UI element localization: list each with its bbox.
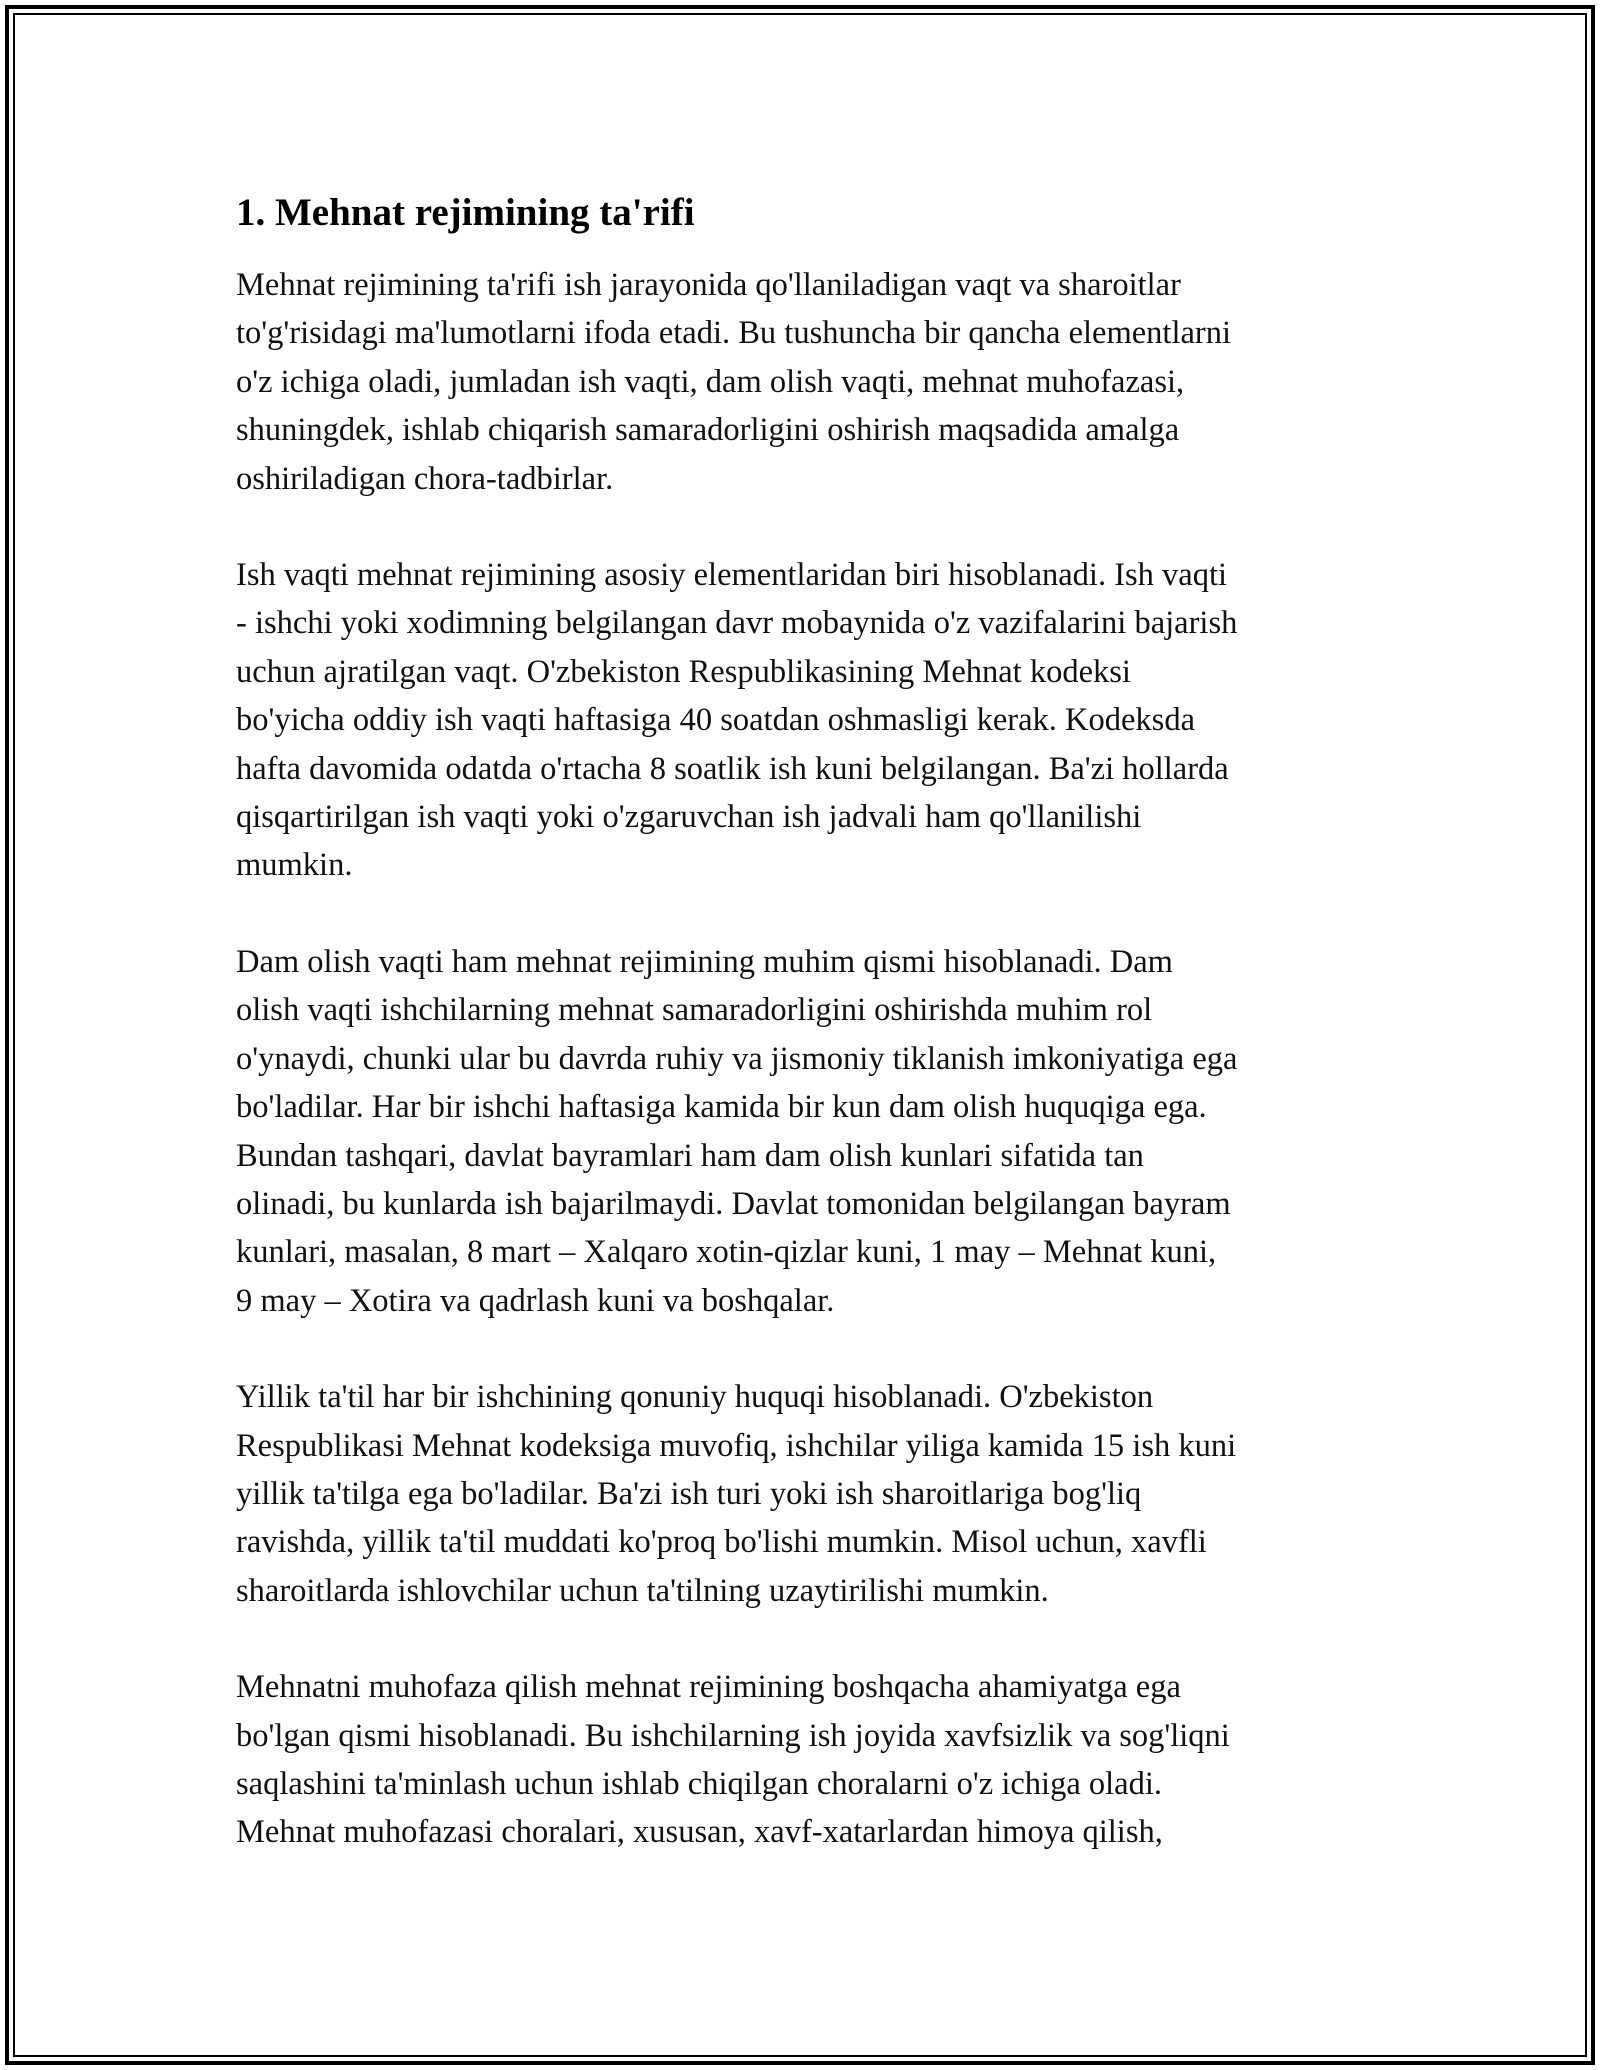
text-line: Yillik ta'til har bir ishchining qonuniy huquqi hisoblanadi. O'zbekiston <box>236 1379 1154 1416</box>
text-line: Mehnat rejimining ta'rifi ish jarayonida qo'llaniladigan vaqt va sharoitlar <box>236 267 1181 303</box>
text-line: hafta davomida odatda o'rtacha 8 soatlik ish kuni belgilangan. Ba'zi hollarda <box>236 750 1229 787</box>
paragraph-working-time <box>236 551 1376 890</box>
text-line: yillik ta'tilga ega bo'ladilar. Ba'zi ish turi yoki ish sharoitlariga bog'liq <box>236 1475 1142 1512</box>
text-line: kunlari, masalan, 8 mart – Xalqaro xotin-qizlar kuni, 1 may – Mehnat kuni, <box>236 1234 1217 1271</box>
text-line: mumkin. <box>236 847 353 884</box>
text-line: bo'ladilar. Har bir ishchi haftasiga kamida bir kun dam olish huquqiga ega. <box>236 1089 1207 1126</box>
text-line: sharoitlarda ishlovchilar uchun ta'tilning uzaytirilishi mumkin. <box>236 1572 1049 1609</box>
text-line: bo'yicha oddiy ish vaqti haftasiga 40 soatdan oshmasligi kerak. Kodeksda <box>236 702 1195 739</box>
text-line: olinadi, bu kunlarda ish bajarilmaydi. Davlat tomonidan belgilangan bayram <box>236 1185 1231 1222</box>
text-line: olish vaqti ishchilarning mehnat samaradorligini oshirishda muhim rol <box>236 992 1153 1029</box>
text-line: ravishda, yillik ta'til muddati ko'proq bo'lishi mumkin. Misol uchun, xavfli <box>236 1524 1207 1561</box>
text-line: uchun ajratilgan vaqt. O'zbekiston Respublikasining Mehnat kodeksi <box>236 653 1131 690</box>
text-line: Bundan tashqari, davlat bayramlari ham dam olish kunlari sifatida tan <box>236 1137 1144 1174</box>
text-line: Dam olish vaqti ham mehnat rejimining muhim qismi hisoblanadi. Dam <box>236 943 1173 980</box>
paragraph-definition <box>236 261 1376 503</box>
text-line: to'g'risidagi ma'lumotlarni ifoda etadi. Bu tushuncha bir qancha elementlarni <box>236 315 1231 352</box>
text-line: Respublikasi Mehnat kodeksiga muvofiq, ishchilar yiliga kamida 15 ish kuni <box>236 1427 1237 1464</box>
text-line: bo'lgan qismi hisoblanadi. Bu ishchilarning ish joyida xavfsizlik va sog'liqni <box>236 1717 1230 1754</box>
paragraph-annual-leave <box>236 1373 1376 1615</box>
text-line: o'ynaydi, chunki ular bu davrda ruhiy va jismoniy tiklanish imkoniyatiga ega <box>236 1040 1238 1077</box>
text-line: shuningdek, ishlab chiqarish samaradorligini oshirish maqsadida amalga <box>236 412 1180 449</box>
text-line: o'z ichiga oladi, jumladan ish vaqti, dam olish vaqti, mehnat muhofazasi, <box>236 363 1185 400</box>
text-line: 9 may – Xotira va qadrlash kuni va boshqalar. <box>236 1282 835 1319</box>
document-body <box>236 185 1376 1905</box>
text-line: Mehnatni muhofaza qilish mehnat rejimining boshqacha ahamiyatga ega <box>236 1669 1181 1706</box>
text-line: oshiriladigan chora-tadbirlar. <box>236 460 614 497</box>
text-line: saqlashini ta'minlash uchun ishlab chiqilgan choralarni o'z ichiga oladi. <box>236 1765 1162 1802</box>
section-heading: 1. Mehnat rejimining ta'rifi <box>236 191 695 234</box>
text-line: qisqartirilgan ish vaqti yoki o'zgaruvchan ish jadvali ham qo'llanilishi <box>236 799 1142 836</box>
text-line: Ish vaqti mehnat rejimining asosiy elementlaridan biri hisoblanadi. Ish vaqti <box>236 557 1228 594</box>
paragraph-rest-time <box>236 938 1376 1325</box>
text-line: Mehnat muhofazasi choralari, xususan, xavf-xatarlardan himoya qilish, <box>236 1814 1163 1851</box>
text-line: - ishchi yoki xodimning belgilangan davr mobaynida o'z vazifalarini bajarish <box>236 605 1238 642</box>
paragraph-labor-protection <box>236 1663 1376 1857</box>
